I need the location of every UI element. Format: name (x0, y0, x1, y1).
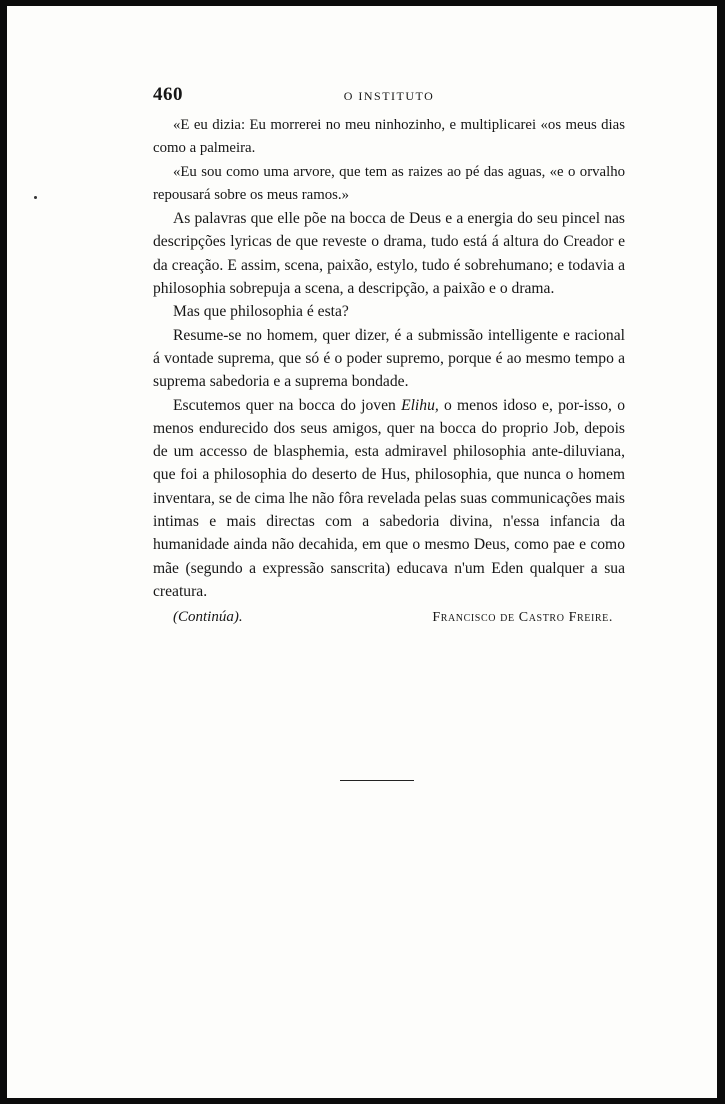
paragraph: Resume-se no homem, quer dizer, é a submissão intelligente e racional á vontade suprema, que só é o poder supremo, porque é ao mesmo tempo a suprema sabedoria e a suprema bondade. (153, 326, 625, 391)
end-rule (340, 780, 414, 781)
page-header (153, 84, 625, 108)
signature-line (153, 607, 625, 633)
document-page (153, 84, 625, 633)
ink-speck (34, 196, 37, 199)
paragraph-text: o menos idoso e, por-isso, o menos endurecido dos seus amigos, quer na bocca do proprio Job, depois de um accesso de blasphemia, esta admiravel philosophia ante-diluviana, que foi a philosophia do deserto de Hus, philosophia, que nunca o homem inventara, se de cima lhe não fôra revelada pelas suas communicações mais intimas e mais directas com a sabedoria divina, n'essa infancia da humanidade ainda não decahida, em que o mesmo Deus, como pae e como mãe (segundo a expressão sanscrita) educava n'um Eden qualquer a sua creatura. (153, 396, 625, 600)
body-text (153, 114, 625, 603)
paragraph-quote-2: «Eu sou como uma arvore, que tem as raizes ao pé das aguas, «e o orvalho repousará sobre os meus ramos.» (153, 163, 625, 203)
paragraph-question: Mas que philosophia é esta? (173, 303, 349, 321)
running-title: O INSTITUTO (343, 89, 435, 103)
author-signature: Francisco de Castro Freire. (432, 610, 613, 626)
paragraph-quote-1: «E eu dizia: Eu morrerei no meu ninhozinho, e multiplicarei «os meus dias como a palmeira. (153, 117, 625, 157)
page-number: 460 (153, 84, 183, 105)
italic-name: Elihu, (401, 396, 439, 414)
paragraph-text: Escutemos quer na bocca do joven (173, 396, 402, 414)
continua-note: (Continúa). (173, 609, 243, 626)
paragraph: As palavras que elle põe na bocca de Deus e a energia do seu pincel nas descripções lyricas de que reveste o drama, tudo está á altura do Creador e da creação. E assim, scena, paixão, estylo, tudo é sobrehumano; e todavia a philosophia sobrepuja a scena, a descripção, a paixão e o drama. (153, 210, 625, 298)
paragraph-last (153, 394, 625, 604)
